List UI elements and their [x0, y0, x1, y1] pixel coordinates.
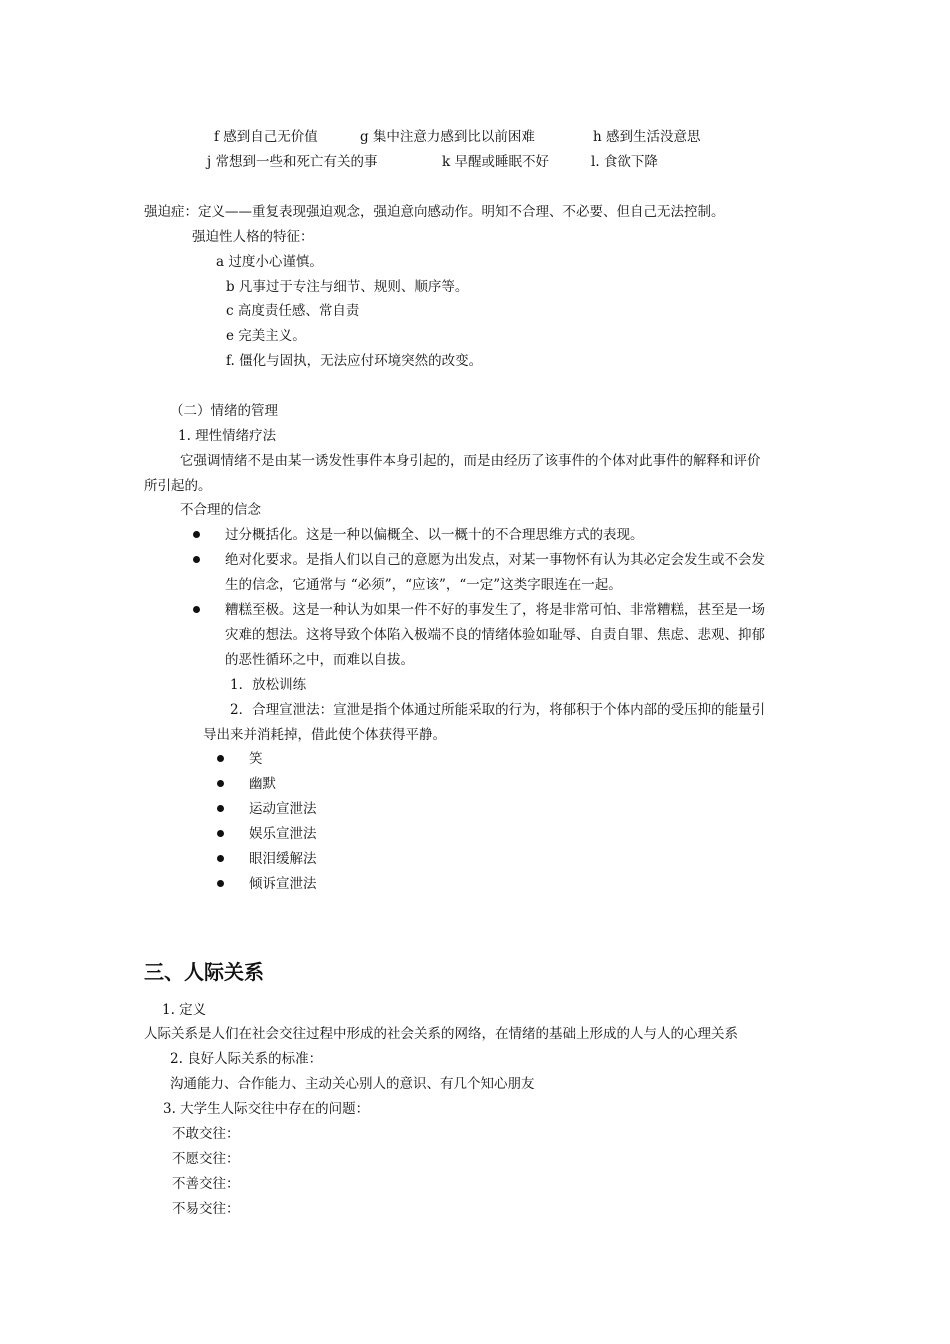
ocd-trait-e: e 完美主义。: [226, 328, 306, 344]
section-heading: 三、人际关系: [144, 960, 264, 984]
belief-overgeneralization: 过分概括化。这是一种以偏概全、以一概十的不合理思维方式的表现。: [225, 527, 644, 543]
belief-catastrophe-line-1: 糟糕至极。这是一种认为如果一件不好的事发生了，将是非常可怕、非常糟糕，甚至是一场: [225, 602, 765, 618]
symptom-l: l. 食欲下降: [591, 154, 658, 170]
venting-text-1: 2．合理宣泄法：宣泄是指个体通过所能采取的行为，将郁积于个体内部的受压抑的能量引: [230, 702, 766, 718]
relaxation-training: 1．放松训练: [230, 677, 307, 693]
venting-method-item: 运动宣泄法: [249, 801, 317, 817]
ocd-definition: 强迫症：定义——重复表现强迫观念，强迫意向感动作。明知不合理、不必要、但自己无法控制。: [144, 204, 725, 220]
problem-item: 不善交往：: [172, 1176, 240, 1192]
venting-method-item: 倾诉宣泄法: [249, 876, 317, 892]
definition-text: 人际关系是人们在社会交往过程中形成的社会关系的网络，在情绪的基础上形成的人与人的心理关系: [144, 1026, 738, 1042]
bullet-icon: [217, 855, 224, 862]
bullet-icon: [217, 805, 224, 812]
ocd-traits-title: 强迫性人格的特征：: [192, 229, 314, 245]
venting-method-item: 娱乐宣泄法: [249, 826, 317, 842]
bullet-icon: [217, 780, 224, 787]
problem-item: 不愿交往：: [172, 1151, 240, 1167]
rational-therapy-text-1: 它强调情绪不是由某一诱发性事件本身引起的，而是由经历了该事件的个体对此事件的解释和评价: [180, 453, 761, 469]
venting-text-2: 导出来并消耗掉，借此使个体获得平静。: [203, 727, 446, 743]
problems-title: 3. 大学生人际交往中存在的问题：: [163, 1101, 370, 1117]
belief-catastrophe-line-3: 的恶性循环之中，而难以自拔。: [225, 652, 414, 668]
ocd-trait-c: c 高度责任感、常自责: [226, 303, 360, 319]
ocd-trait-f: f. 僵化与固执，无法应付环境突然的改变。: [226, 353, 483, 369]
bullet-icon: [193, 531, 200, 538]
problem-item: 不敢交往：: [172, 1126, 240, 1142]
belief-catastrophe-line-2: 灾难的想法。这将导致个体陷入极端不良的情绪体验如耻辱、自责自罪、焦虑、悲观、抑郁: [225, 627, 765, 643]
symptom-g: g 集中注意力感到比以前困难: [360, 129, 535, 145]
bullet-icon: [217, 830, 224, 837]
rational-therapy-title: 1. 理性情绪疗法: [178, 428, 277, 444]
venting-method-item: 眼泪缓解法: [249, 851, 317, 867]
problem-item: 不易交往：: [172, 1201, 240, 1217]
venting-method-item: 幽默: [249, 776, 276, 792]
belief-absolute-line-1: 绝对化要求。是指人们以自己的意愿为出发点，对某一事物怀有认为其必定会发生或不会发: [225, 552, 765, 568]
emotion-mgmt-title: （二）情绪的管理: [170, 403, 278, 419]
symptom-f: f 感到自己无价值: [214, 129, 318, 145]
symptom-h: h 感到生活没意思: [593, 129, 701, 145]
symptom-k: k 早醒或睡眠不好: [442, 154, 549, 170]
irrational-beliefs-title: 不合理的信念: [180, 502, 261, 518]
standard-title: 2. 良好人际关系的标准：: [170, 1051, 323, 1067]
standard-text: 沟通能力、合作能力、主动关心别人的意识、有几个知心朋友: [170, 1076, 535, 1092]
bullet-icon: [217, 755, 224, 762]
bullet-icon: [217, 880, 224, 887]
symptom-j: j 常想到一些和死亡有关的事: [207, 154, 378, 170]
belief-absolute-line-2: 生的信念，它通常与 “必须”，“应该”，“一定”这类字眼连在一起。: [225, 577, 622, 593]
rational-therapy-text-2: 所引起的。: [144, 478, 212, 494]
venting-method-item: 笑: [249, 751, 263, 767]
ocd-trait-a: a 过度小心谨慎。: [216, 254, 323, 270]
bullet-icon: [193, 606, 200, 613]
ocd-trait-b: b 凡事过于专注与细节、规则、顺序等。: [226, 279, 469, 295]
bullet-icon: [193, 556, 200, 563]
definition-title: 1. 定义: [162, 1002, 207, 1018]
